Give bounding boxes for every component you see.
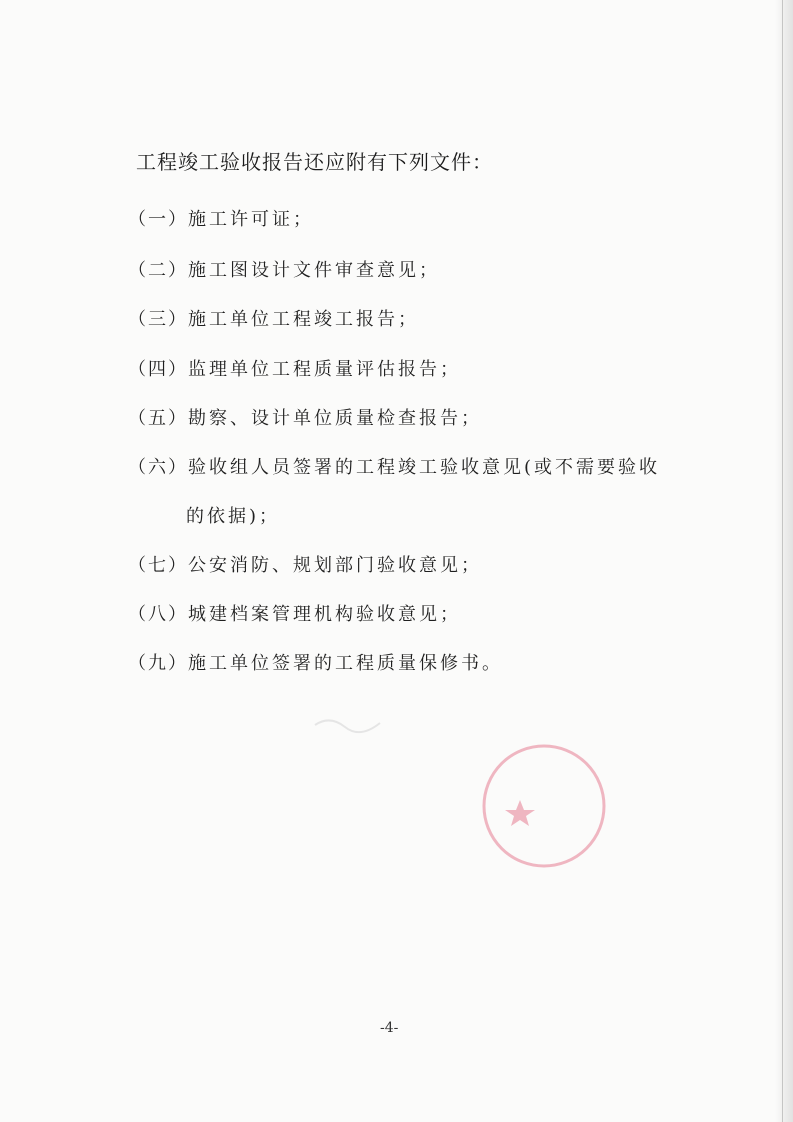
list-item-9	[128, 655, 503, 673]
page-number: -4-	[380, 1020, 399, 1036]
list-item-number: （三）	[128, 309, 188, 330]
list-item-2	[128, 262, 440, 280]
list-item-text: 公安消防、规划部门验收意见；	[188, 555, 482, 576]
list-item-6-continuation: 的依据)；	[186, 506, 281, 527]
list-item-number: （八）	[128, 604, 188, 625]
faint-ink-mark	[310, 705, 390, 745]
list-item-text: 施工单位签署的工程质量保修书。	[188, 653, 503, 674]
list-item-number: （四）	[128, 359, 188, 380]
list-item-text: 施工图设计文件审查意见；	[188, 260, 440, 281]
list-item-text: 城建档案管理机构验收意见；	[188, 604, 461, 625]
list-item-text: 监理单位工程质量评估报告；	[188, 359, 461, 380]
list-item-text: 验收组人员签署的工程竣工验收意见(或不需要验收	[188, 457, 661, 478]
list-item-number: （二）	[128, 260, 188, 281]
list-item-number: （七）	[128, 555, 188, 576]
list-item-number: （一）	[128, 209, 188, 230]
page-edge	[775, 0, 793, 1122]
official-seal-stamp	[478, 740, 610, 872]
list-item-text: 勘察、设计单位质量检查报告；	[188, 408, 482, 429]
star-icon	[505, 800, 535, 826]
document-heading: 工程竣工验收报告还应附有下列文件：	[136, 150, 493, 174]
list-item-1	[128, 211, 314, 229]
list-item-text: 施工单位工程竣工报告；	[188, 309, 419, 330]
list-item-number: （九）	[128, 653, 188, 674]
list-item-4	[128, 361, 461, 379]
list-item-number: （六）	[128, 457, 188, 478]
list-item-6	[128, 459, 660, 477]
list-item-3	[128, 311, 419, 329]
list-item-text: 施工许可证；	[188, 209, 314, 230]
list-item-number: （五）	[128, 408, 188, 429]
list-item-8	[128, 606, 461, 624]
list-item-5	[128, 410, 482, 428]
list-item-7	[128, 557, 482, 575]
